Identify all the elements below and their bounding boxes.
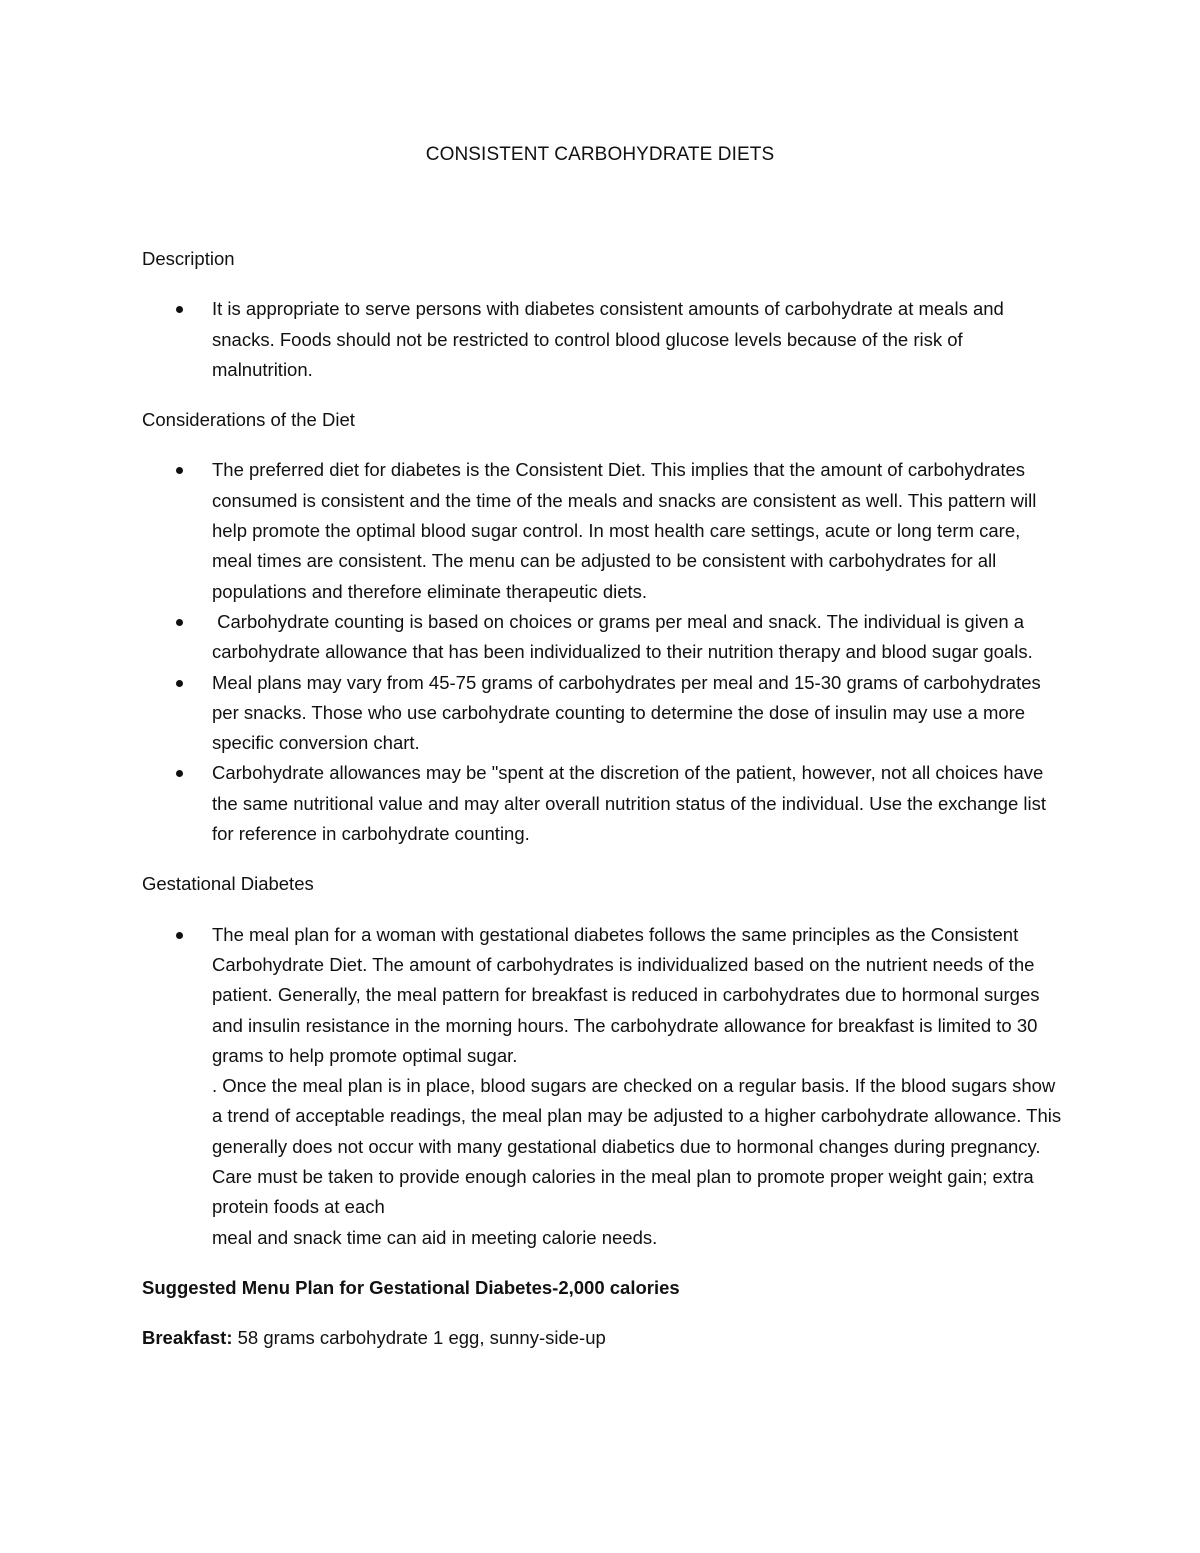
bullet-text: It is appropriate to serve persons with diabetes consistent amounts of carbohydrate at meals and snacks. Foods should not be restricted to control blood glucose levels because of the risk of malnutrition.: [212, 298, 1004, 380]
section-heading-considerations: Considerations of the Diet: [142, 409, 355, 431]
breakfast-text: 58 grams carbohydrate 1 egg, sunny-side-up: [232, 1327, 606, 1349]
section-heading-description: Description: [142, 248, 235, 269]
bullet-text: Carbohydrate counting is based on choices or grams per meal and snack. The individual is given a carbohydrate allowance that has been individualized to their nutrition therapy and blood sugar goals.: [212, 610, 1033, 663]
breakfast-line: [142, 1323, 1062, 1353]
bullet-icon: [176, 306, 183, 313]
bullet-icon: [176, 467, 183, 474]
page-title: CONSISTENT CARBOHYDRATE DIETS: [425, 144, 775, 165]
section-heading-gestational: Gestational Diabetes: [142, 873, 314, 895]
breakfast-label: Breakfast:: [142, 1327, 233, 1349]
list-item: [142, 668, 1062, 759]
document-body: [142, 244, 1062, 1354]
bullet-text: The meal plan for a woman with gestational diabetes follows the same principles as the Consistent Carbohydrate Diet. The amount of carbohydrates is individualized based on the nutrient needs of the patient. Generally, the meal pattern for breakfast is reduced in carbohydrates due to hormonal surges and insulin resistance in the morning hours. The carbohydrate allowance for breakfast is limited to 30 grams to help promote optimal sugar.: [212, 923, 1040, 1066]
gestational-bullet-list: [142, 920, 1062, 1071]
list-item: [142, 607, 1062, 668]
list-item: [142, 920, 1062, 1071]
bullet-icon: [176, 770, 183, 777]
considerations-bullet-list: [142, 455, 1062, 849]
bullet-text: Meal plans may vary from 45-75 grams of carbohydrates per meal and 15-30 grams of carbohydrates per snacks. Those who use carbohydrate counting to determine the dose of insulin may use a more specific conversion chart.: [212, 671, 1041, 754]
bullet-icon: [176, 680, 183, 687]
gestational-continuation-2: meal and snack time can aid in meeting calorie needs.: [212, 1226, 658, 1248]
bullet-text: The preferred diet for diabetes is the Consistent Diet. This implies that the amount of carbohydrates consumed is consistent and the time of the meals and snacks are consistent as well. This pattern will help promote the optimal blood sugar control. In most health care settings, acute or long term care, meal times are consistent. The menu can be adjusted to be consistent with carbohydrates for all populations and therefore eliminate therapeutic diets.: [212, 459, 1037, 602]
gestational-continuation-1: . Once the meal plan is in place, blood sugars are checked on a regular basis. If the blood sugars show a trend of acceptable readings, the meal plan may be adjusted to a higher carbohydrate allowance. This generally does not occur with many gestational diabetics due to hormonal changes during pregnancy. Care must be taken to provide enough calories in the meal plan to promote proper weight gain; extra protein foods at each: [212, 1075, 1062, 1218]
description-bullet-list: [142, 294, 1062, 385]
bullet-icon: [176, 619, 183, 626]
list-item: [142, 758, 1062, 849]
bullet-icon: [176, 932, 183, 939]
list-item: [142, 294, 1062, 385]
list-item: [142, 455, 1062, 606]
menu-plan-heading: Suggested Menu Plan for Gestational Diabetes-2,000 calories: [142, 1276, 680, 1298]
bullet-text: Carbohydrate allowances may be "spent at the discretion of the patient, however, not all choices have the same nutritional value and may alter overall nutrition status of the individual. Use the exchange list for reference in carbohydrate counting.: [212, 762, 1046, 845]
